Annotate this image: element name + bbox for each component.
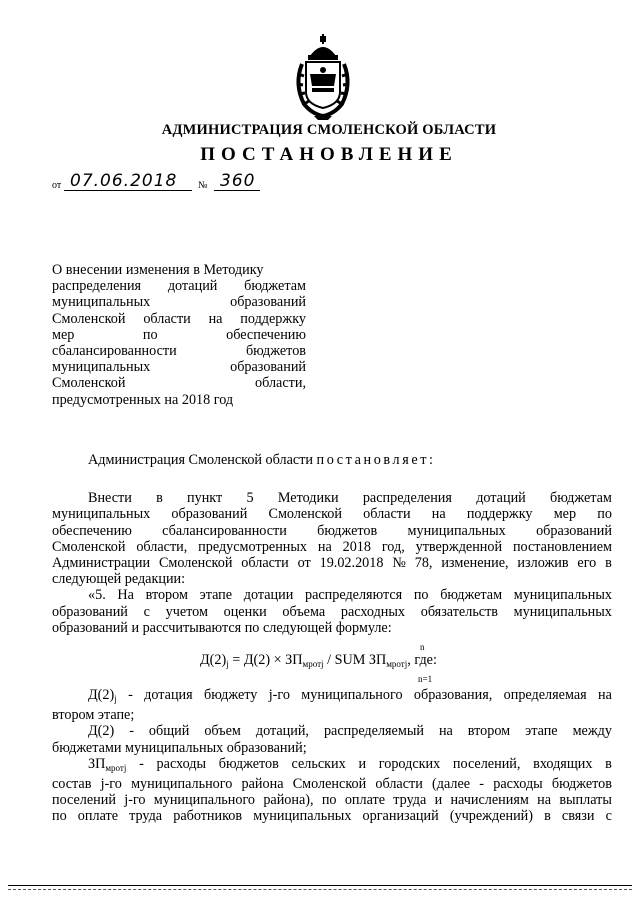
subject-word: Смоленской — [52, 375, 126, 392]
definition-3-word: области — [375, 776, 423, 793]
subject-word: на — [208, 310, 223, 327]
paragraph-1-word: распределения — [362, 490, 452, 507]
definition-2-last: бюджетами муниципальных образований; — [52, 739, 307, 756]
definition-2-line — [52, 723, 612, 739]
subject-word: образований — [230, 359, 306, 376]
definition-2-word: общий — [148, 723, 190, 740]
paragraph-1-line — [52, 490, 612, 506]
paragraph-1-word: области — [363, 506, 411, 523]
formula-mid-sub: мротj — [302, 659, 324, 670]
definition-2-word: на — [438, 723, 453, 740]
paragraph-1-word: Администрации — [52, 555, 151, 572]
definition-3-word: Смоленской — [292, 776, 367, 793]
paragraph-1-word: 19.02.2018 — [319, 555, 384, 572]
definition-1-word: на — [598, 687, 612, 704]
definition-3-line — [52, 776, 612, 792]
definition-1-word: - — [128, 687, 133, 704]
definition-1-word: $Д(2)_j$ — [88, 687, 117, 705]
paragraph-2-word: объема — [282, 603, 326, 620]
date-value: 07.06.2018 — [70, 171, 178, 191]
subject-word: области, — [255, 375, 306, 392]
definition-3-line — [52, 808, 612, 824]
coat-of-arms-emblem — [290, 34, 356, 120]
document-subject — [52, 262, 306, 408]
definition-3-word: сельских — [291, 755, 346, 772]
definition-1-line — [52, 687, 612, 707]
bottom-scan-edge-2 — [8, 889, 632, 890]
definition-3-word: поселений — [52, 792, 116, 809]
paragraph-2-word: муниципальных — [513, 603, 612, 620]
paragraph-2 — [52, 587, 612, 619]
definition-1 — [52, 687, 612, 707]
definition-3-word: (далее — [432, 776, 471, 793]
paragraph-1-word: № — [392, 555, 406, 572]
subject-line — [52, 311, 306, 327]
subject-word: распределения — [52, 278, 142, 295]
paragraph-1-word: 5 — [246, 490, 254, 507]
paragraph-1-word: постановлением — [512, 538, 612, 555]
date-prefix: от — [52, 180, 62, 191]
definition-3-word: района — [241, 776, 284, 793]
paragraph-1-word: Смоленской — [158, 555, 233, 572]
definition-3-word: - — [479, 776, 485, 793]
definition-3-word: j-го — [124, 792, 146, 809]
paragraph-1-line — [52, 523, 612, 539]
definition-2-word: этапе — [525, 723, 558, 740]
definition-2-word: между — [572, 723, 612, 740]
definition-1-last: втором этапе; — [52, 707, 135, 724]
definition-1-word: определяемая — [503, 687, 587, 704]
definition-3-word: - — [139, 755, 144, 772]
paragraph-1-line — [52, 555, 612, 571]
paragraph-1-word: от — [297, 555, 311, 572]
paragraph-1-word: его — [577, 555, 597, 572]
definition-1-word: j-го — [268, 687, 290, 704]
definition-3-word: и — [358, 755, 367, 772]
subject-word: муниципальных — [52, 294, 151, 311]
definition-3-word: городских — [378, 755, 441, 772]
definition-3-word: начислениям — [450, 792, 529, 809]
paragraph-1-word: муниципальных — [407, 522, 506, 539]
subject-line — [52, 343, 306, 359]
definition-1-word: дотация — [144, 687, 193, 704]
paragraph-2-word: образований — [52, 603, 128, 620]
formula-expression — [200, 652, 437, 672]
definition-2-word: объем — [204, 723, 241, 740]
definition-3-word: выплаты — [559, 792, 612, 809]
subject-word: предусмотренных на 2018 год — [52, 391, 234, 408]
paragraph-1-word: бюджетов — [317, 522, 378, 539]
paragraph-1-word: Смоленской — [52, 538, 126, 555]
formula-tail: , где: — [407, 652, 437, 669]
subject-word: бюджетам — [244, 278, 306, 295]
definition-3-word: состав — [52, 776, 92, 793]
subject-line — [52, 392, 306, 408]
subject-word: по — [142, 326, 158, 343]
paragraph-2-last: образований и рассчитываются по следующей формуле: — [52, 619, 392, 636]
definition-3-word: оплате — [77, 808, 118, 825]
definition-3-word: организаций — [362, 808, 439, 825]
paragraph-1-word: дотаций — [476, 490, 526, 507]
definition-3-word: района), — [263, 792, 314, 809]
definition-1-word: бюджету — [204, 687, 258, 704]
paragraph-1-word: год, — [381, 538, 405, 555]
definition-3-word: на — [537, 792, 552, 809]
document-type: ПОСТАНОВЛЕНИЕ — [200, 144, 458, 165]
definition-3-word: с — [605, 808, 612, 825]
sum-lower-limit: n=1 — [418, 674, 433, 685]
paragraph-1-word: сбалансированности — [162, 522, 287, 539]
paragraph-1-word: образований — [171, 506, 248, 523]
paragraph-1-word: муниципальных — [52, 506, 151, 523]
paragraph-1-word: мер — [553, 506, 577, 523]
subject-word: муниципальных — [52, 359, 151, 376]
definition-2-word: - — [129, 723, 134, 740]
definition-3-word: в — [544, 808, 551, 825]
paragraph-2-word: обязательств — [420, 603, 498, 620]
subject-word: дотаций — [167, 278, 218, 295]
definition-3-word: $ЗП_{мротj}$ — [88, 755, 127, 773]
definition-3-word: муниципальных — [253, 808, 352, 825]
bottom-scan-edge — [8, 885, 632, 886]
formula-mid: = Д(2) × ЗП — [228, 652, 303, 669]
subject-line — [52, 278, 306, 294]
definition-3-word: (учреждений) — [449, 808, 533, 825]
paragraph-1-word: пункт — [187, 490, 223, 507]
definition-3-word: муниципального — [131, 776, 233, 793]
formula-sum: / SUM ЗП — [323, 652, 387, 669]
definition-2-word: Д(2) — [88, 723, 115, 740]
paragraph-1-word: предусмотренных — [198, 538, 308, 555]
paragraph-2-word: расходных — [340, 603, 406, 620]
paragraph-2-line — [52, 587, 612, 603]
subject-word: поддержку — [240, 310, 306, 327]
definition-3-word: бюджетов — [218, 755, 279, 772]
definition-3-word: расходы — [156, 755, 207, 772]
paragraph-2-word: муниципальных — [513, 587, 612, 604]
paragraph-2-word: На — [117, 587, 134, 604]
subject-word: образований — [230, 294, 306, 311]
subject-word: области — [143, 310, 191, 327]
document-body — [52, 452, 612, 825]
paragraph-1-word: области — [241, 555, 289, 572]
subject-word: обеспечению — [226, 326, 306, 343]
paragraph-1-word: в — [605, 555, 612, 572]
definition-2 — [52, 723, 612, 739]
formula-lhs: Д(2) — [200, 652, 227, 669]
definition-3-word: j-го — [100, 776, 122, 793]
definition-3-word: труда — [393, 792, 427, 809]
paragraph-1-word: утвержденной — [415, 538, 503, 555]
paragraph-2-word: распределяются — [304, 587, 403, 604]
subject-word: бюджетов — [245, 343, 306, 360]
paragraph-2-word: втором — [145, 587, 188, 604]
definition-3-word: в — [605, 755, 612, 772]
subject-line — [52, 294, 306, 310]
definition-3-word: бюджетов — [551, 776, 612, 793]
definition-3-line — [52, 792, 612, 808]
paragraph-2-word: дотации — [243, 587, 294, 604]
number-value: 360 — [220, 171, 256, 191]
definition-3-word: работников — [173, 808, 243, 825]
definition-2-word: втором — [467, 723, 511, 740]
subject-line — [52, 375, 306, 391]
definition-3-word: входящих — [533, 755, 593, 772]
definition-3-word: связи — [561, 808, 595, 825]
definition-2-word: дотаций, — [255, 723, 309, 740]
subject-word: сбалансированности — [52, 343, 177, 360]
paragraph-2-word: «5. — [88, 587, 106, 604]
paragraph-1-word: изложив — [517, 555, 569, 572]
formula-sum-sub: мротj — [386, 659, 408, 670]
definition-3-word: поселений, — [452, 755, 521, 772]
paragraph-1 — [52, 490, 612, 571]
subject-line — [52, 262, 306, 278]
paragraph-1-word: 78, — [414, 555, 433, 572]
paragraph-2-line — [52, 604, 612, 620]
organization-name: АДМИНИСТРАЦИЯ СМОЛЕНСКОЙ ОБЛАСТИ — [161, 122, 497, 138]
definition-3-word: расходы — [493, 776, 543, 793]
paragraph-1-word: в — [156, 490, 163, 507]
paragraph-2-word: по — [413, 587, 429, 604]
definition-3-word: и — [434, 792, 443, 809]
number-prefix: № — [198, 180, 208, 191]
definition-2-word: распределяемый — [323, 723, 424, 740]
decree-line — [52, 452, 612, 468]
formula — [52, 639, 612, 683]
definition-3 — [52, 756, 612, 825]
paragraph-1-word: области, — [136, 538, 188, 555]
paragraph-1-word: на — [431, 506, 446, 523]
paragraph-1-word: Внести — [88, 490, 132, 507]
paragraph-1-word: Методики — [277, 490, 339, 507]
decree-word: постановляет: — [316, 452, 436, 468]
paragraph-1-word: образований — [536, 522, 612, 539]
definition-1-word: образования, — [413, 687, 493, 704]
subject-word: мер — [52, 326, 75, 343]
paragraph-1-word: изменение, — [441, 555, 509, 572]
crown-icon — [308, 34, 338, 60]
paragraph-2-word: с — [143, 603, 150, 620]
subject-line — [52, 327, 306, 343]
paragraph-2-word: оценки — [223, 603, 267, 620]
paragraph-2-word: этапе — [199, 587, 233, 604]
subject-word: О внесении изменения в Методику — [52, 262, 264, 278]
definition-3-word: по — [321, 792, 337, 809]
subject-line — [52, 359, 306, 375]
sum-upper-limit: n — [420, 642, 425, 653]
definition-3-word: оплате — [344, 792, 386, 809]
paragraph-1-line — [52, 539, 612, 555]
paragraph-1-word: по — [597, 506, 612, 523]
paragraph-1-word: на — [317, 538, 332, 555]
definition-3-line — [52, 756, 612, 776]
definition-3-word: по — [52, 808, 67, 825]
formula-lhs-sub: j — [226, 659, 229, 670]
paragraph-1-word: поддержку — [466, 506, 533, 523]
definition-3-word: муниципального — [153, 792, 256, 809]
paragraph-1-word: 2018 — [342, 538, 371, 555]
definition-1-word: муниципального — [301, 687, 403, 704]
subject-word: Смоленской — [52, 310, 126, 327]
paragraph-1-word: обеспечению — [52, 522, 132, 539]
paragraph-2-word: учетом — [165, 603, 208, 620]
paragraph-1-last: следующей редакции: — [52, 571, 186, 588]
paragraph-2-word: бюджетам — [440, 587, 503, 604]
paragraph-1-line — [52, 506, 612, 522]
decree-intro: Администрация Смоленской области — [88, 452, 313, 468]
paragraph-1-word: бюджетам — [550, 490, 612, 507]
definition-3-word: труда — [129, 808, 163, 825]
paragraph-1-word: Смоленской — [268, 506, 342, 523]
